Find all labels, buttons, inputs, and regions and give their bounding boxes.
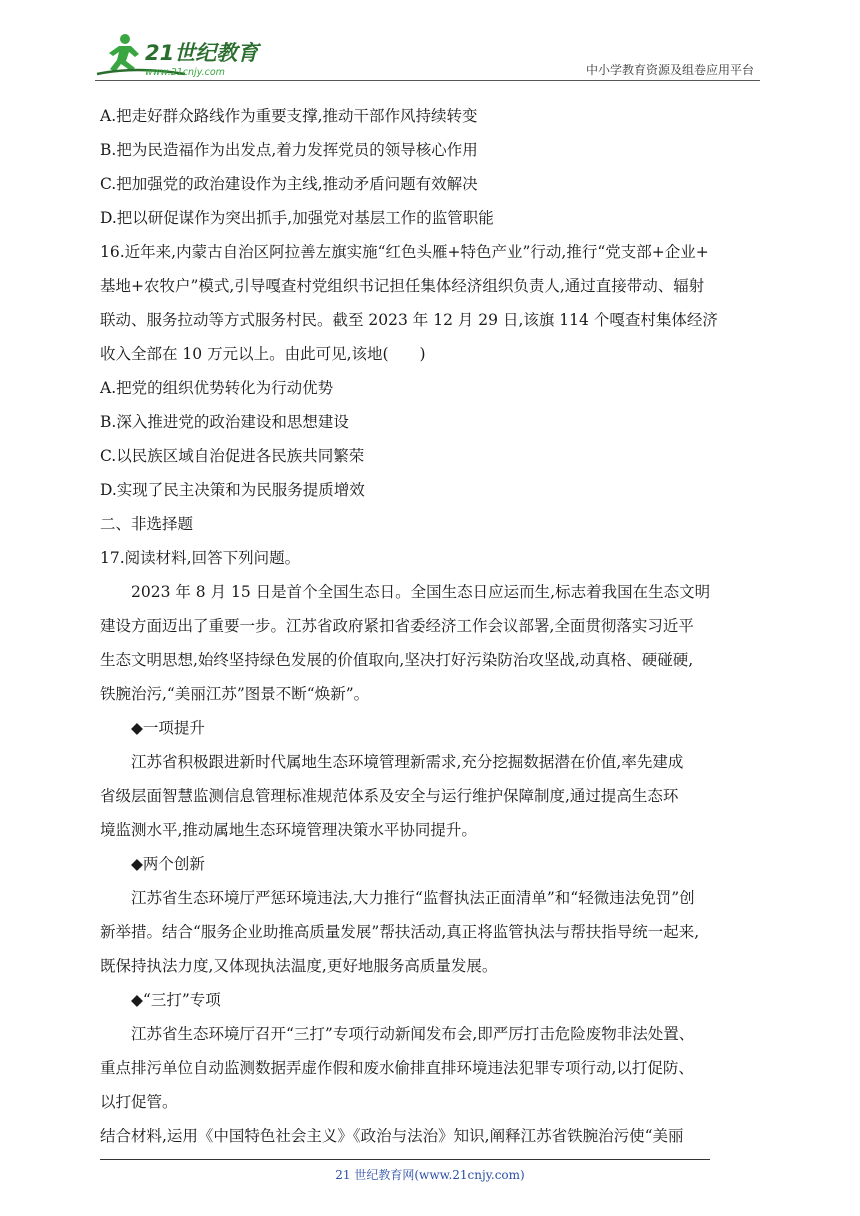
text-line: C.以民族区域自治促进各民族共同繁荣 (100, 447, 365, 465)
text-line: 江苏省生态环境厅召开“三打”专项行动新闻发布会,即严厉打击危险废物非法处置、 (131, 1025, 695, 1043)
text-line: 16.近年来,内蒙古自治区阿拉善左旗实施“红色头雁+特色产业”行动,推行“党支部+企业+ (100, 243, 709, 261)
site-logo (95, 30, 265, 80)
text-line: D.实现了民主决策和为民服务提质增效 (100, 481, 365, 499)
page-footer: 21 世纪教育网(www.21cnjy.com) (335, 1168, 525, 1182)
header-slogan: 中小学教育资源及组卷应用平台 (585, 63, 754, 77)
text-line: ◆一项提升 (131, 719, 205, 737)
text-line: ◆两个创新 (131, 855, 205, 873)
text-line: 江苏省生态环境厅严惩环境违法,大力推行“监督执法正面清单”和“轻微违法免罚”创 (131, 889, 695, 907)
text-line: 基地+农牧户”模式,引导嘎查村党组织书记担任集体经济组织负责人,通过直接带动、辐射 (100, 277, 705, 295)
text-line: ◆“三打”专项 (131, 991, 221, 1009)
text-line: 铁腕治污,“美丽江苏”图景不断“焕新”。 (100, 685, 370, 703)
text-line: 生态文明思想,始终坚持绿色发展的价值取向,坚决打好污染防治攻坚战,动真格、硬碰硬, (100, 651, 694, 669)
text-line: D.把以研促谋作为突出抓手,加强党对基层工作的监管职能 (100, 209, 494, 227)
logo-main-text: 21世纪教育 (145, 41, 259, 65)
text-line: C.把加强党的政治建设作为主线,推动矛盾问题有效解决 (100, 175, 478, 193)
text-line: 既保持执法力度,又体现执法温度,更好地服务高质量发展。 (100, 957, 498, 975)
text-line: 二、非选择题 (100, 515, 194, 533)
text-line: A.把党的组织优势转化为行动优势 (100, 379, 334, 397)
header-divider (95, 80, 760, 81)
text-line: 收入全部在 10 万元以上。由此可见,该地( ) (100, 345, 426, 363)
text-line: 建设方面迈出了重要一步。江苏省政府紧扣省委经济工作会议部署,全面贯彻落实习近平 (100, 617, 694, 635)
text-line: 省级层面智慧监测信息管理标准规范体系及安全与运行维护保障制度,通过提高生态环 (100, 787, 679, 805)
text-line: B.深入推进党的政治建设和思想建设 (100, 413, 349, 431)
text-line: 江苏省积极跟进新时代属地生态环境管理新需求,充分挖掘数据潜在价值,率先建成 (131, 753, 684, 771)
logo-sub-text: www.21cnjy.com (145, 67, 225, 78)
text-line: 重点排污单位自动监测数据弄虚作假和废水偷排直排环境违法犯罪专项行动,以打促防、 (100, 1059, 694, 1077)
text-line: 新举措。结合“服务企业助推高质量发展”帮扶活动,真正将监管执法与帮扶指导统一起来, (100, 923, 700, 941)
text-line: 境监测水平,推动属地生态环境管理决策水平协同提升。 (100, 821, 477, 839)
text-line: B.把为民造福作为出发点,着力发挥党员的领导核心作用 (100, 141, 478, 159)
text-line: 结合材料,运用《中国特色社会主义》《政治与法治》知识,阐释江苏省铁腕治污使“美丽 (100, 1127, 684, 1145)
page-header (95, 30, 760, 82)
footer-divider (100, 1159, 710, 1160)
document-body (100, 99, 765, 1153)
text-line: A.把走好群众路线作为重要支撑,推动干部作风持续转变 (100, 107, 478, 125)
text-line: 17.阅读材料,回答下列问题。 (100, 549, 301, 567)
text-line: 联动、服务拉动等方式服务村民。截至 2023 年 12 月 29 日,该旗 114 个嘎查村集体经济 (100, 311, 718, 329)
text-line: 以打促管。 (100, 1093, 178, 1111)
text-line: 2023 年 8 月 15 日是首个全国生态日。全国生态日应运而生,标志着我国在生态文明 (131, 583, 711, 601)
